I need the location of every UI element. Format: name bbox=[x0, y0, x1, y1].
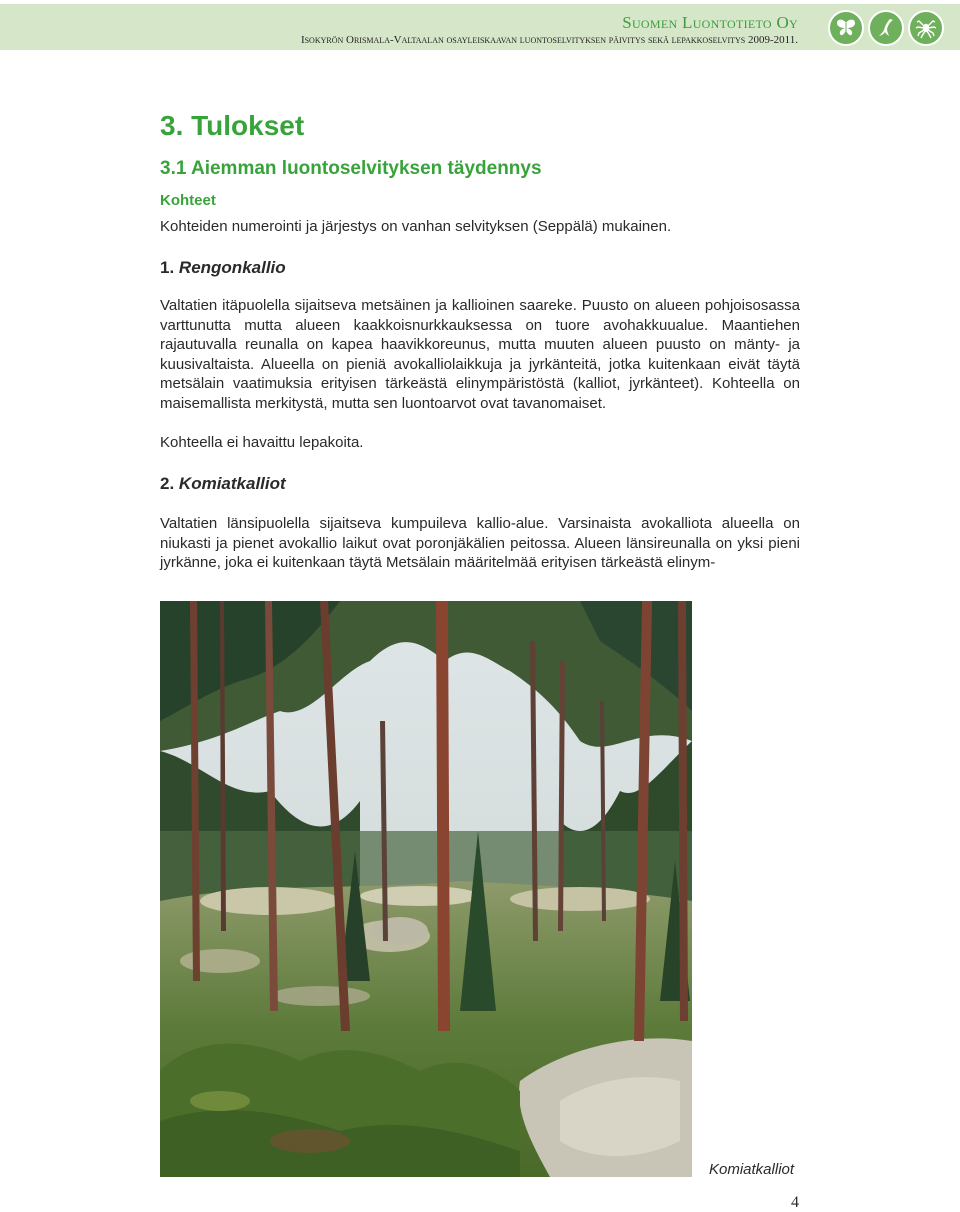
kohteet-heading: Kohteet bbox=[160, 192, 216, 209]
forest-photo bbox=[160, 601, 692, 1177]
site-1-bats: Kohteella ei havaittu lepakoita. bbox=[160, 434, 364, 451]
site-2-description: Valtatien länsipuolella sijaitseva kumpuileva kallio-alue. Varsinaista avokalliota alueella on niukasti ja pienet avokallio laikut ovat poronjäkälien peitossa. Alueen länsireunalla on yksi pieni jyrkänne, joka ei kuitenkaan täytä Metsälain määritelmää erityisen tärkeästä elinym- bbox=[160, 515, 800, 571]
header-icons bbox=[828, 10, 944, 46]
company-name: Suomen Luontotieto Oy bbox=[622, 13, 798, 32]
site-2-number: 2. bbox=[160, 474, 175, 493]
site-1-name: Rengonkallio bbox=[178, 258, 286, 277]
site-1-description: Valtatien itäpuolella sijaitseva metsäinen ja kallioinen saareke. Puusto on alueen pohjoisosassa varttunutta mutta alueen kaakkoisnurkkauksessa on tuore avohakkuualue. Maantiehen rajautuvalla reunalla on kapea haavikkoreunus, mutta muuten alueen puusto on mänty- ja kuusivaltaista. Alueella on pieniä avokalliolaikkuja ja jyrkänteitä, jotka kuitenkaan eivät täytä metsälain vaatimuksia erityisen tärkeästä elinympäristöstä (kalliot, jyrkänteet). Kohteella on maisemallista merkitystä, mutta sen luontoarvot ovat tavanomaiset. bbox=[160, 297, 800, 412]
bird-icon bbox=[868, 10, 904, 46]
page-header bbox=[0, 4, 960, 50]
butterfly-icon bbox=[828, 10, 864, 46]
section-title: 3. Tulokset bbox=[160, 110, 305, 141]
site-1-heading bbox=[160, 258, 286, 278]
intro-paragraph: Kohteiden numerointi ja järjestys on vanhan selvityksen (Seppälä) mukainen. bbox=[160, 218, 672, 235]
spider-icon bbox=[908, 10, 944, 46]
photo-caption: Komiatkalliot bbox=[709, 1161, 795, 1178]
page-number: 4 bbox=[791, 1194, 799, 1211]
site-2-name: Komiatkalliot bbox=[178, 474, 286, 493]
section-subtitle: 3.1 Aiemman luontoselvityksen täydennys bbox=[160, 158, 542, 179]
site-1-number: 1. bbox=[160, 258, 175, 277]
site-2-heading bbox=[160, 474, 286, 494]
report-title: Isokyrön Orismala-Valtaalan osayleiskaavan luontoselvityksen päivitys sekä lepakkoselvitys 2009-2011. bbox=[300, 34, 798, 46]
